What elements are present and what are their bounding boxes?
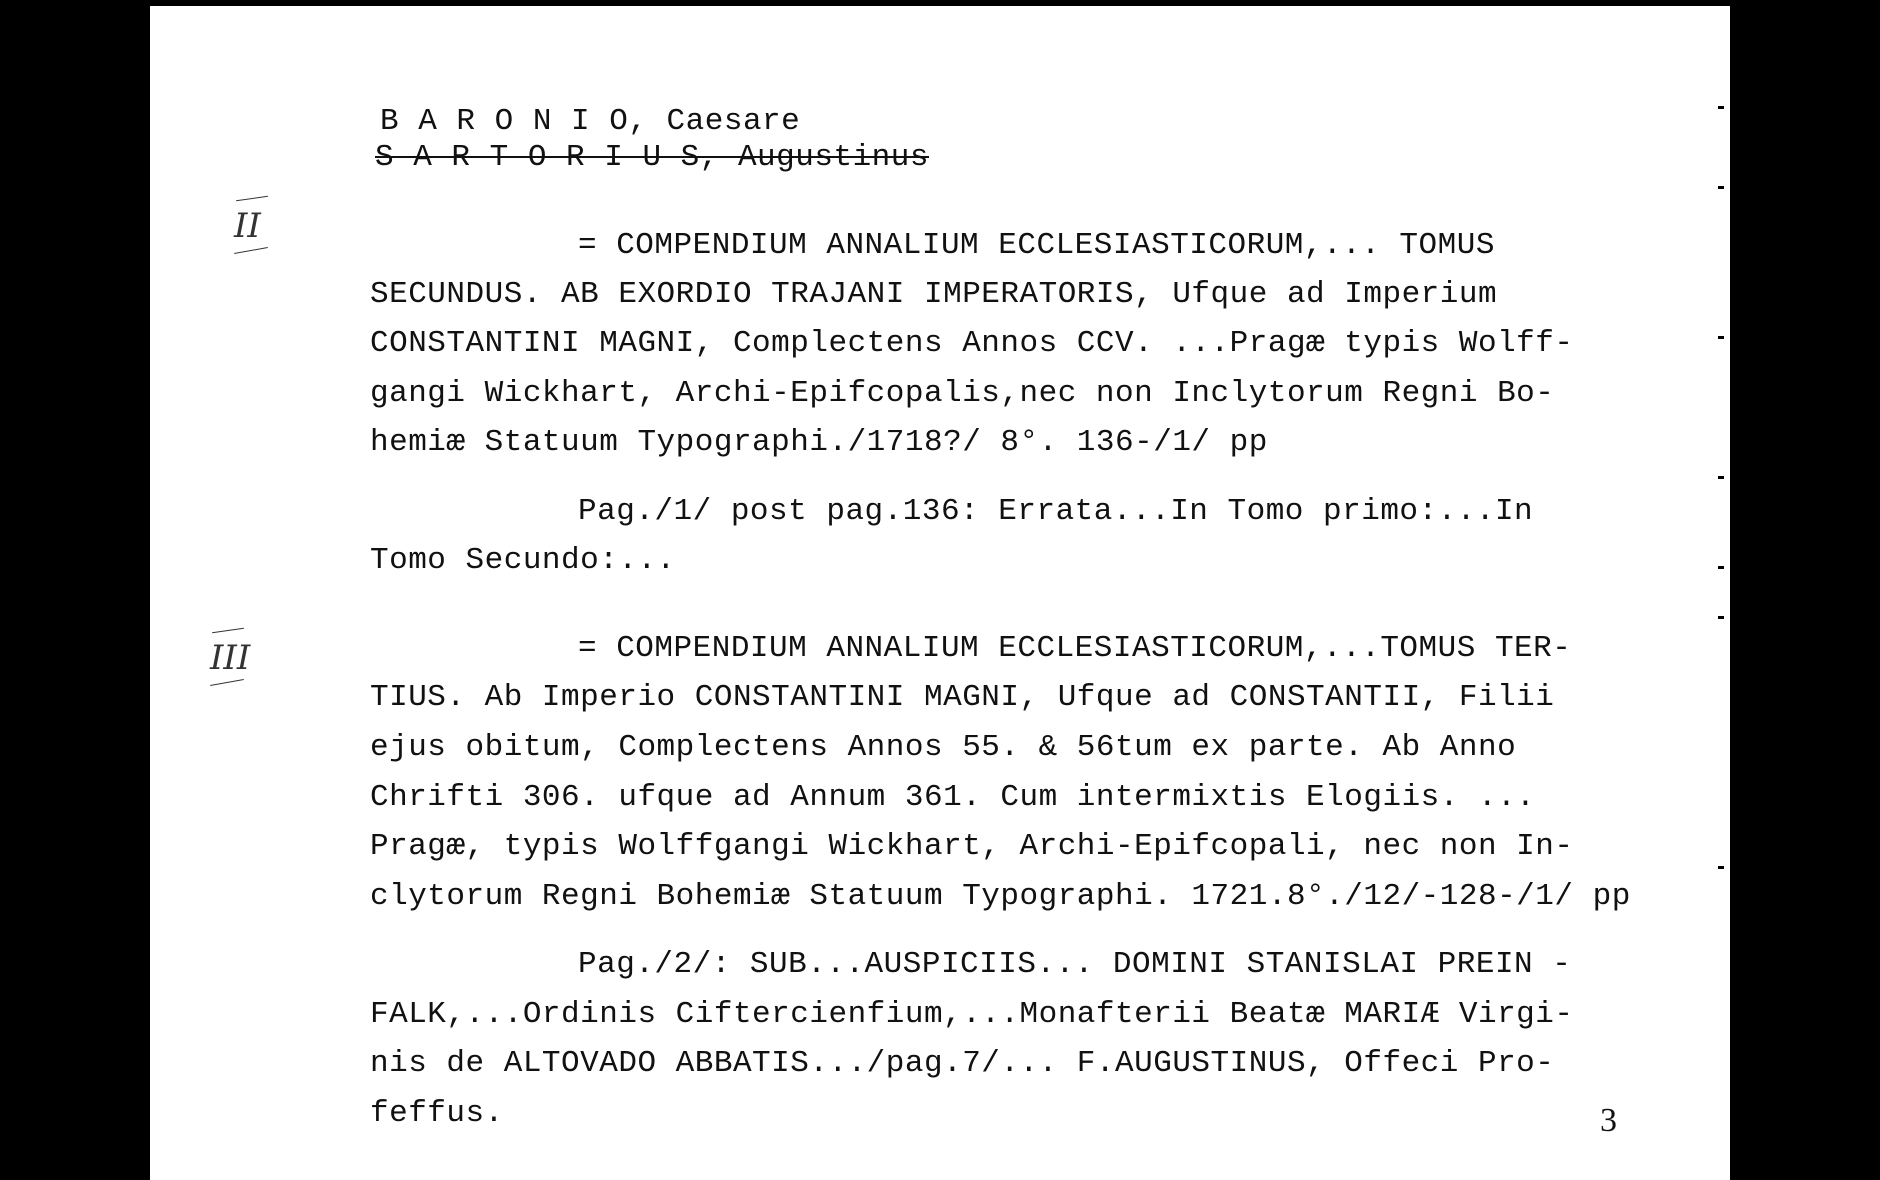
scan-edge-mark — [1718, 866, 1724, 869]
scan-edge-mark — [1718, 566, 1724, 569]
struck-author-heading: S A R T O R I U S, Augustinus — [375, 140, 929, 175]
entry1-line-2: SECUNDUS. AB EXORDIO TRAJANI IMPERATORIS, Ufque ad Imperium — [370, 277, 1498, 312]
entry2-note-line-2: FALK,...Ordinis Ciftercienfium,...Monafterii Beatæ MARIÆ Virgi- — [370, 997, 1574, 1032]
author-heading: B A R O N I O, Caesare — [380, 104, 801, 139]
margin-mark-volume-2 — [234, 206, 261, 246]
margin-mark-volume-3 — [210, 638, 250, 678]
entry2-note-line-1: Pag./2/: SUB...AUSPICIIS... DOMINI STANISLAI PREIN - — [578, 947, 1572, 982]
entry1-note-line-1: Pag./1/ post pag.136: Errata...In Tomo primo:...In — [578, 494, 1534, 529]
entry2-note-line-4: feffus. — [370, 1096, 504, 1131]
entry1-line-5: hemiæ Statuum Typographi./1718?/ 8°. 136-/1/ pp — [370, 425, 1268, 460]
page-number: 3 — [1600, 1102, 1617, 1139]
entry1-line-4: gangi Wickhart, Archi-Epifcopalis,nec non Inclytorum Regni Bo- — [370, 376, 1555, 411]
entry2-line-5: Pragæ, typis Wolffgangi Wickhart, Archi-Epifcopali, nec non In- — [370, 829, 1574, 864]
scan-edge-mark — [1718, 616, 1724, 619]
entry2-line-6: clytorum Regni Bohemiæ Statuum Typographi. 1721.8°./12/-128-/1/ pp — [370, 879, 1631, 914]
margin-mark-text: III — [210, 638, 251, 678]
scan-edge-mark — [1718, 186, 1724, 189]
scan-edge-mark — [1718, 336, 1724, 339]
scan-edge-mark — [1718, 476, 1724, 479]
catalog-card — [150, 6, 1730, 1180]
scan-edge-mark — [1718, 106, 1724, 109]
entry1-note-line-2: Tomo Secundo:... — [370, 543, 676, 578]
entry2-line-2: TIUS. Ab Imperio CONSTANTINI MAGNI, Ufque ad CONSTANTII, Filii — [370, 680, 1555, 715]
entry2-line-1: = COMPENDIUM ANNALIUM ECCLESIASTICORUM,...TOMUS TER- — [578, 631, 1572, 666]
entry2-line-3: ejus obitum, Complectens Annos 55. & 56tum ex parte. Ab Anno — [370, 730, 1517, 765]
entry1-line-3: CONSTANTINI MAGNI, Complectens Annos CCV. ...Pragæ typis Wolff- — [370, 326, 1574, 361]
entry2-note-line-3: nis de ALTOVADO ABBATIS.../pag.7/... F.AUGUSTINUS, Offeci Pro- — [370, 1046, 1555, 1081]
margin-mark-text: II — [234, 206, 261, 246]
entry1-line-1: = COMPENDIUM ANNALIUM ECCLESIASTICORUM,... TOMUS — [578, 228, 1495, 263]
entry2-line-4: Chrifti 306. ufque ad Annum 361. Cum intermixtis Elogiis. ... — [370, 780, 1536, 815]
